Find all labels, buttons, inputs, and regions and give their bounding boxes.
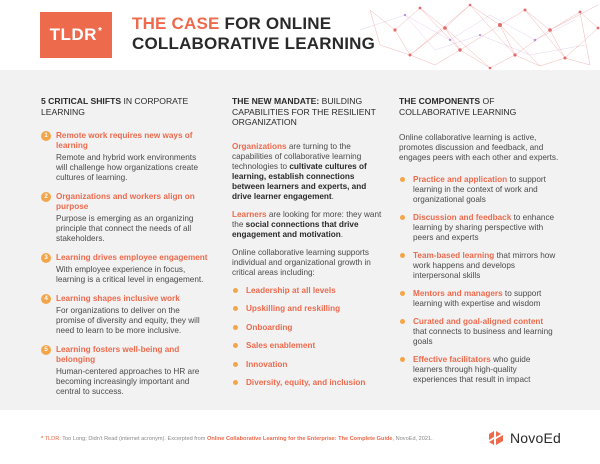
paragraph-end: . — [331, 191, 334, 201]
shift-title: Learning shapes inclusive work — [56, 294, 180, 303]
bullet-icon — [400, 319, 405, 324]
shift-item — [41, 253, 209, 285]
paragraph-end: . — [340, 229, 344, 239]
area-label: Sales enablement — [246, 341, 316, 350]
paragraph-text: are turning to the capabilities of collaborative learning technologies to — [232, 141, 362, 171]
list-item — [232, 360, 382, 370]
list-item — [399, 175, 559, 205]
column-critical-shifts — [41, 96, 209, 406]
number-badge: 5 — [41, 345, 51, 355]
novoed-logo — [487, 430, 561, 446]
component-name: Curated and goal-aligned content — [413, 317, 544, 326]
page-title — [132, 14, 375, 54]
shift-title: Remote work requires new ways of learning — [56, 131, 193, 150]
bold-text: social connections that drive engagement and motivation — [232, 219, 359, 239]
column-components — [399, 96, 559, 393]
shift-item — [41, 131, 209, 183]
shift-description: Human-centered approaches to HR are becoming increasingly important and central to success. — [56, 367, 200, 396]
brand-name: NovoEd — [510, 430, 562, 446]
component-name: Discussion and feedback — [413, 213, 512, 222]
bullet-icon — [233, 380, 238, 385]
area-label: Onboarding — [246, 322, 293, 332]
footer — [0, 410, 600, 464]
component-text: to enhance learning by sharing perspective with peers and experts — [413, 213, 555, 242]
shift-item — [41, 192, 209, 244]
header — [0, 0, 600, 70]
title-accent: THE CASE — [132, 14, 220, 33]
component-name: Effective facilitators — [413, 355, 491, 364]
shift-title: Learning drives employee engagement — [56, 253, 208, 262]
bullet-icon — [400, 291, 405, 296]
bullet-icon — [400, 215, 405, 220]
area-label: Leadership at all levels — [246, 285, 336, 295]
list-item — [232, 378, 382, 388]
column-new-mandate — [232, 96, 382, 397]
footnote-excerpt: Excerpted from — [167, 436, 207, 442]
footnote — [41, 436, 433, 442]
organizations-paragraph — [232, 142, 382, 202]
critical-areas-list — [232, 286, 382, 389]
area-label: Upskilling and reskilling — [246, 304, 341, 313]
bullet-icon — [400, 177, 405, 182]
list-item — [232, 304, 382, 314]
highlight-term: Organizations — [232, 141, 287, 151]
component-text: that mirrors how work happens and develops interpersonal skills — [413, 251, 556, 280]
number-badge: 3 — [41, 253, 51, 263]
number-badge: 4 — [41, 294, 51, 304]
list-item — [399, 355, 559, 385]
component-text: to support learning with expertise and wisdom — [413, 289, 542, 308]
area-label: Diversity, equity, and inclusion — [246, 378, 366, 387]
bullet-icon — [233, 288, 238, 293]
list-item — [232, 323, 382, 333]
component-name: Practice and application — [413, 175, 508, 184]
tldr-star: * — [97, 25, 103, 37]
list-item — [399, 289, 559, 309]
network-graphic — [350, 0, 600, 70]
heading-rest: IN CORPORATE LEARNING — [41, 96, 189, 117]
heading-rest: BUILDING CAPABILITIES FOR THE RESILIENT ORGANIZATION — [232, 96, 376, 127]
title-line2: COLLABORATIVE LEARNING — [132, 34, 376, 53]
tldr-badge — [40, 12, 112, 58]
bullet-icon — [233, 343, 238, 348]
title-line1-rest: FOR ONLINE — [219, 14, 332, 33]
footnote-tldr: TLDR: — [43, 436, 61, 442]
shift-description: For organizations to deliver on the promise of diversity and equity, they will need to learn to be more inclusive. — [56, 306, 200, 335]
components-intro: Online collaborative learning is active, promotes discussion and feedback, and engages peers with each other and experts. — [399, 133, 559, 162]
heading-rest: OF COLLABORATIVE LEARNING — [399, 96, 517, 117]
column-heading — [41, 96, 209, 117]
list-item — [399, 213, 559, 243]
component-text: who guide learners through high-quality experiences that result in impact — [413, 355, 531, 384]
highlight-term: Learners — [232, 209, 267, 219]
shift-item — [41, 294, 209, 336]
area-label: Innovation — [246, 359, 288, 369]
bold-text: cultivate cultures of learning, establish connections between learners and experts, and drive learner engagement — [232, 161, 367, 201]
source-link[interactable]: Online Collaborative Learning for the Enterprise: The Complete Guide — [206, 436, 393, 442]
list-item — [232, 341, 382, 351]
list-item — [232, 286, 382, 296]
bullet-icon — [233, 306, 238, 311]
heading-bold: 5 CRITICAL SHIFTS — [41, 96, 122, 106]
supports-paragraph: Online collaborative learning supports individual and organizational growth in critical areas including: — [232, 247, 371, 277]
list-item — [399, 251, 559, 281]
shift-description: Remote and hybrid work environments will challenge how organizations create cultures of learning. — [56, 153, 198, 182]
heading-bold: THE COMPONENTS — [399, 96, 481, 106]
component-name: Mentors and managers — [413, 289, 503, 298]
heading-bold: THE NEW MANDATE: — [232, 96, 320, 106]
shift-description: Purpose is emerging as an organizing principle that connect the needs of all stakeholders. — [56, 214, 194, 243]
tldr-label: TLDR — [49, 25, 97, 44]
component-text: to support learning in the context of work and organizational goals — [413, 175, 546, 204]
shift-description: With employee experience in focus, learning is a critical level in engagement. — [56, 265, 204, 284]
shift-title: Learning fosters well-being and belonging — [56, 345, 180, 364]
column-heading — [399, 96, 559, 117]
bullet-icon — [233, 362, 238, 367]
footnote-star: * — [41, 436, 44, 442]
bullet-icon — [400, 357, 405, 362]
footnote-definition: Too Long; Didn't Read (internet acronym). — [60, 436, 168, 442]
bullet-icon — [233, 325, 238, 330]
component-text: that connects to business and learning goals — [413, 327, 553, 346]
number-badge: 2 — [41, 192, 51, 202]
paragraph-text: are looking for more: they want the — [232, 209, 382, 229]
footnote-suffix: , NovoEd, 2021. — [392, 436, 433, 442]
learners-paragraph — [232, 210, 382, 240]
shift-title: Organizations and workers align on purpose — [56, 192, 195, 211]
bullet-icon — [400, 253, 405, 258]
column-heading — [232, 96, 382, 128]
number-badge: 1 — [41, 131, 51, 141]
novoed-logo-icon — [487, 430, 505, 446]
components-list — [399, 175, 559, 385]
list-item — [399, 317, 559, 347]
shift-item — [41, 345, 209, 397]
component-name: Team-based learning — [413, 251, 495, 260]
